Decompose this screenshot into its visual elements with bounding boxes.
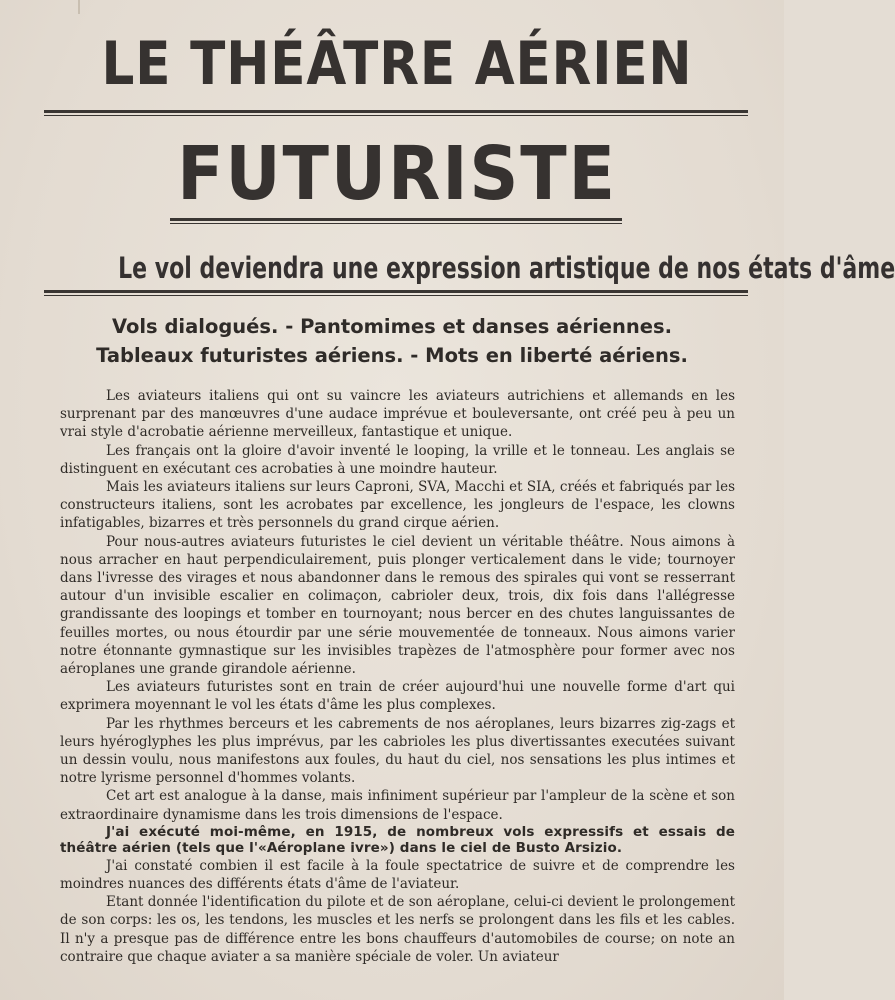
title-line-2: FUTURISTE — [177, 131, 617, 217]
futuriste-rule-thick — [170, 218, 622, 221]
title-rule-thick — [44, 110, 748, 113]
section-heading-1: Vols dialogués. - Pantomimes et danses aériennes. — [111, 315, 673, 338]
body-text — [60, 387, 735, 966]
title-line-1: LE THÉÂTRE AÉRIEN — [101, 29, 693, 99]
subtitle-rule-thin — [44, 295, 748, 296]
paragraph-2: Les français ont la gloire d'avoir inventé le looping, la vrille et le tonneau. Les anglais se distinguent en exécutant ces acrobaties à une moindre hauteur. — [60, 442, 735, 477]
futuriste-rule-thin — [170, 223, 622, 224]
section-heading-2: Tableaux futuristes aériens. - Mots en liberté aériens. — [96, 344, 688, 367]
paragraph-5: Les aviateurs futuristes sont en train de créer aujourd'hui une nouvelle forme d'art qui exprimera moyennant le vol les états d'âme les plus complexes. — [60, 679, 735, 714]
paragraph-6: Par les rhythmes berceurs et les cabrements de nos aéroplanes, leurs bizarres zig-zags et leurs hyéroglyphes les plus imprévus, par les cabrioles les plus divertissantes executées suivant un dessin voulu, nous manifestons aux foules, du haut du ciel, nos sensations les plus intimes et notre lyrisme personnel d'hommes volants. — [60, 715, 735, 787]
paragraph-4: Pour nous-autres aviateurs futuristes le ciel devient un véritable théâtre. Nous aimons à nous arracher en haut perpendiculairement, puis plonger verticalement dans le vide; tournoyer dans l'ivresse des virages et nous abandonner dans le remous des spirales qui vont se resserrant autour d'un invisible escalier en colimaçon, cabrioler deux, trois, dix fois dans l'allégresse grandissante des loopings et tomber en tournoyant; nous bercer en des chutes languissantes de feuilles mortes, ou nous étourdir par une série mouvementée de tonneaux. Nous aimons varier notre étonnante gymnastique sur les invisibles trapèzes de l'atmosphère pour former avec nos aéroplanes une grande girandole aérienne. — [60, 533, 735, 678]
paragraph-9: J'ai constaté combien il est facile à la foule spectatrice de suivre et de comprendre les moindres nuances des différents états d'âme de l'aviateur. — [60, 857, 735, 893]
paper-mark — [78, 0, 80, 14]
paragraph-3: Mais les aviateurs italiens sur leurs Caproni, SVA, Macchi et SIA, créés et fabriqués par les constructeurs italiens, sont les acrobates par excellence, les jongleurs de l'espace, les clowns infatigables, bizarres et très personnels du grand cirque aérien. — [60, 479, 735, 532]
paragraph-7: Cet art est analogue à la danse, mais infiniment supérieur par l'ampleur de la scène et son extraordinaire dynamisme dans les trois dimensions de l'espace. — [60, 788, 735, 823]
subtitle: Le vol deviendra une expression artistique de nos états d'âme — [118, 251, 895, 285]
paragraph-10: Etant donnée l'identification du pilote et de son aéroplane, celui-ci devient le prolongement de son corps: les os, les tendons, les muscles et les nerfs se prolongent dans les fils et les cables. Il n'y a presque pas de différence entre les bons chauffeurs d'automobiles de course; on note an contraire que chaque aviater a sa manière spéciale de voler. Un aviateur — [60, 894, 735, 965]
paragraph-8-bold: J'ai exécuté moi-même, en 1915, de nombreux vols expressifs et essais de théâtre aérien (tels que l'«Aéroplane ivre») dans le ciel de Busto Arsizio. — [60, 823, 735, 857]
title-rule-thin — [44, 115, 748, 116]
subtitle-rule-thick — [44, 290, 748, 293]
paragraph-1: Les aviateurs italiens qui ont su vaincre les aviateurs autrichiens et allemands en les surprenant par des manœuvres d'une audace imprévue et bouleversante, ont créé peu à peu un vrai style d'acrobatie aérienne merveilleux, fantastique et unique. — [60, 388, 735, 441]
